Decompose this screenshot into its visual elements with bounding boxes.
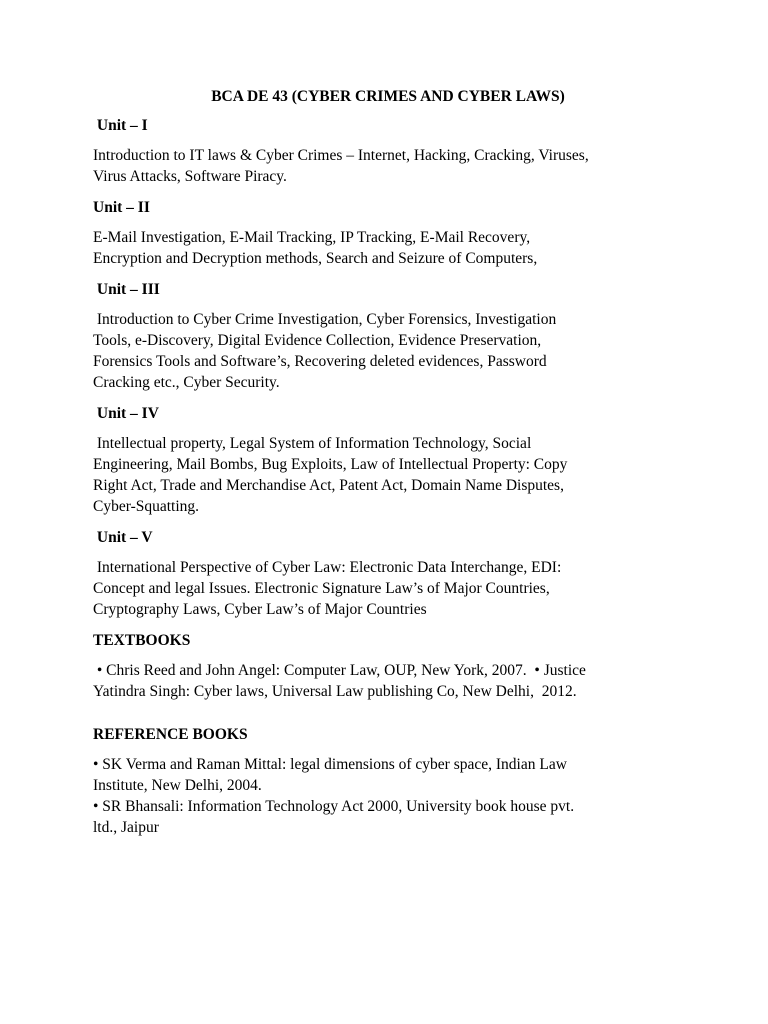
unit-5-line: Concept and legal Issues. Electronic Signature Law’s of Major Countries, <box>93 580 550 597</box>
unit-1-content <box>93 145 683 187</box>
textbooks-list <box>93 660 683 702</box>
unit-2-line: Encryption and Decryption methods, Search and Seizure of Computers, <box>93 250 538 267</box>
unit-3-line: Forensics Tools and Software’s, Recovering deleted evidences, Password <box>93 353 547 370</box>
document-title: BCA DE 43 (CYBER CRIMES AND CYBER LAWS) <box>211 88 565 105</box>
reference-books-line: ltd., Jaipur <box>93 819 159 836</box>
unit-1-line: Introduction to IT laws & Cyber Crimes – Internet, Hacking, Cracking, Viruses, <box>93 147 589 164</box>
unit-4-line: Right Act, Trade and Merchandise Act, Patent Act, Domain Name Disputes, <box>93 477 564 494</box>
unit-3-line: Introduction to Cyber Crime Investigation, Cyber Forensics, Investigation <box>93 311 557 328</box>
reference-books-line: Institute, New Delhi, 2004. <box>93 777 262 794</box>
unit-3-line: Cracking etc., Cyber Security. <box>93 374 280 391</box>
reference-books-line: • SR Bhansali: Information Technology Act 2000, University book house pvt. <box>93 798 575 815</box>
unit-2-content <box>93 227 683 269</box>
textbooks-line: • Chris Reed and John Angel: Computer Law, OUP, New York, 2007. • Justice <box>93 662 586 679</box>
unit-4-line: Engineering, Mail Bombs, Bug Exploits, Law of Intellectual Property: Copy <box>93 456 568 473</box>
textbooks-line: Yatindra Singh: Cyber laws, Universal Law publishing Co, New Delhi, 2012. <box>93 683 577 700</box>
reference-books-list <box>93 754 683 838</box>
unit-4-heading: Unit – IV <box>93 405 159 422</box>
reference-books-heading: REFERENCE BOOKS <box>93 726 248 743</box>
unit-4-line: Cyber-Squatting. <box>93 498 200 515</box>
unit-3-heading: Unit – III <box>93 281 160 298</box>
unit-5-content <box>93 557 683 620</box>
unit-4-content <box>93 433 683 517</box>
textbooks-heading: TEXTBOOKS <box>93 632 191 649</box>
reference-books-line: • SK Verma and Raman Mittal: legal dimensions of cyber space, Indian Law <box>93 756 567 773</box>
unit-5-line: International Perspective of Cyber Law: Electronic Data Interchange, EDI: <box>93 559 562 576</box>
unit-1-line: Virus Attacks, Software Piracy. <box>93 168 287 185</box>
unit-1-heading: Unit – I <box>93 117 148 134</box>
unit-4-line: Intellectual property, Legal System of Information Technology, Social <box>93 435 532 452</box>
unit-2-heading: Unit – II <box>93 199 150 216</box>
unit-5-line: Cryptography Laws, Cyber Law’s of Major Countries <box>93 601 427 618</box>
syllabus-page <box>93 86 683 838</box>
unit-5-heading: Unit – V <box>93 529 153 546</box>
unit-2-line: E-Mail Investigation, E-Mail Tracking, IP Tracking, E-Mail Recovery, <box>93 229 531 246</box>
unit-3-content <box>93 309 683 393</box>
unit-3-line: Tools, e-Discovery, Digital Evidence Collection, Evidence Preservation, <box>93 332 542 349</box>
